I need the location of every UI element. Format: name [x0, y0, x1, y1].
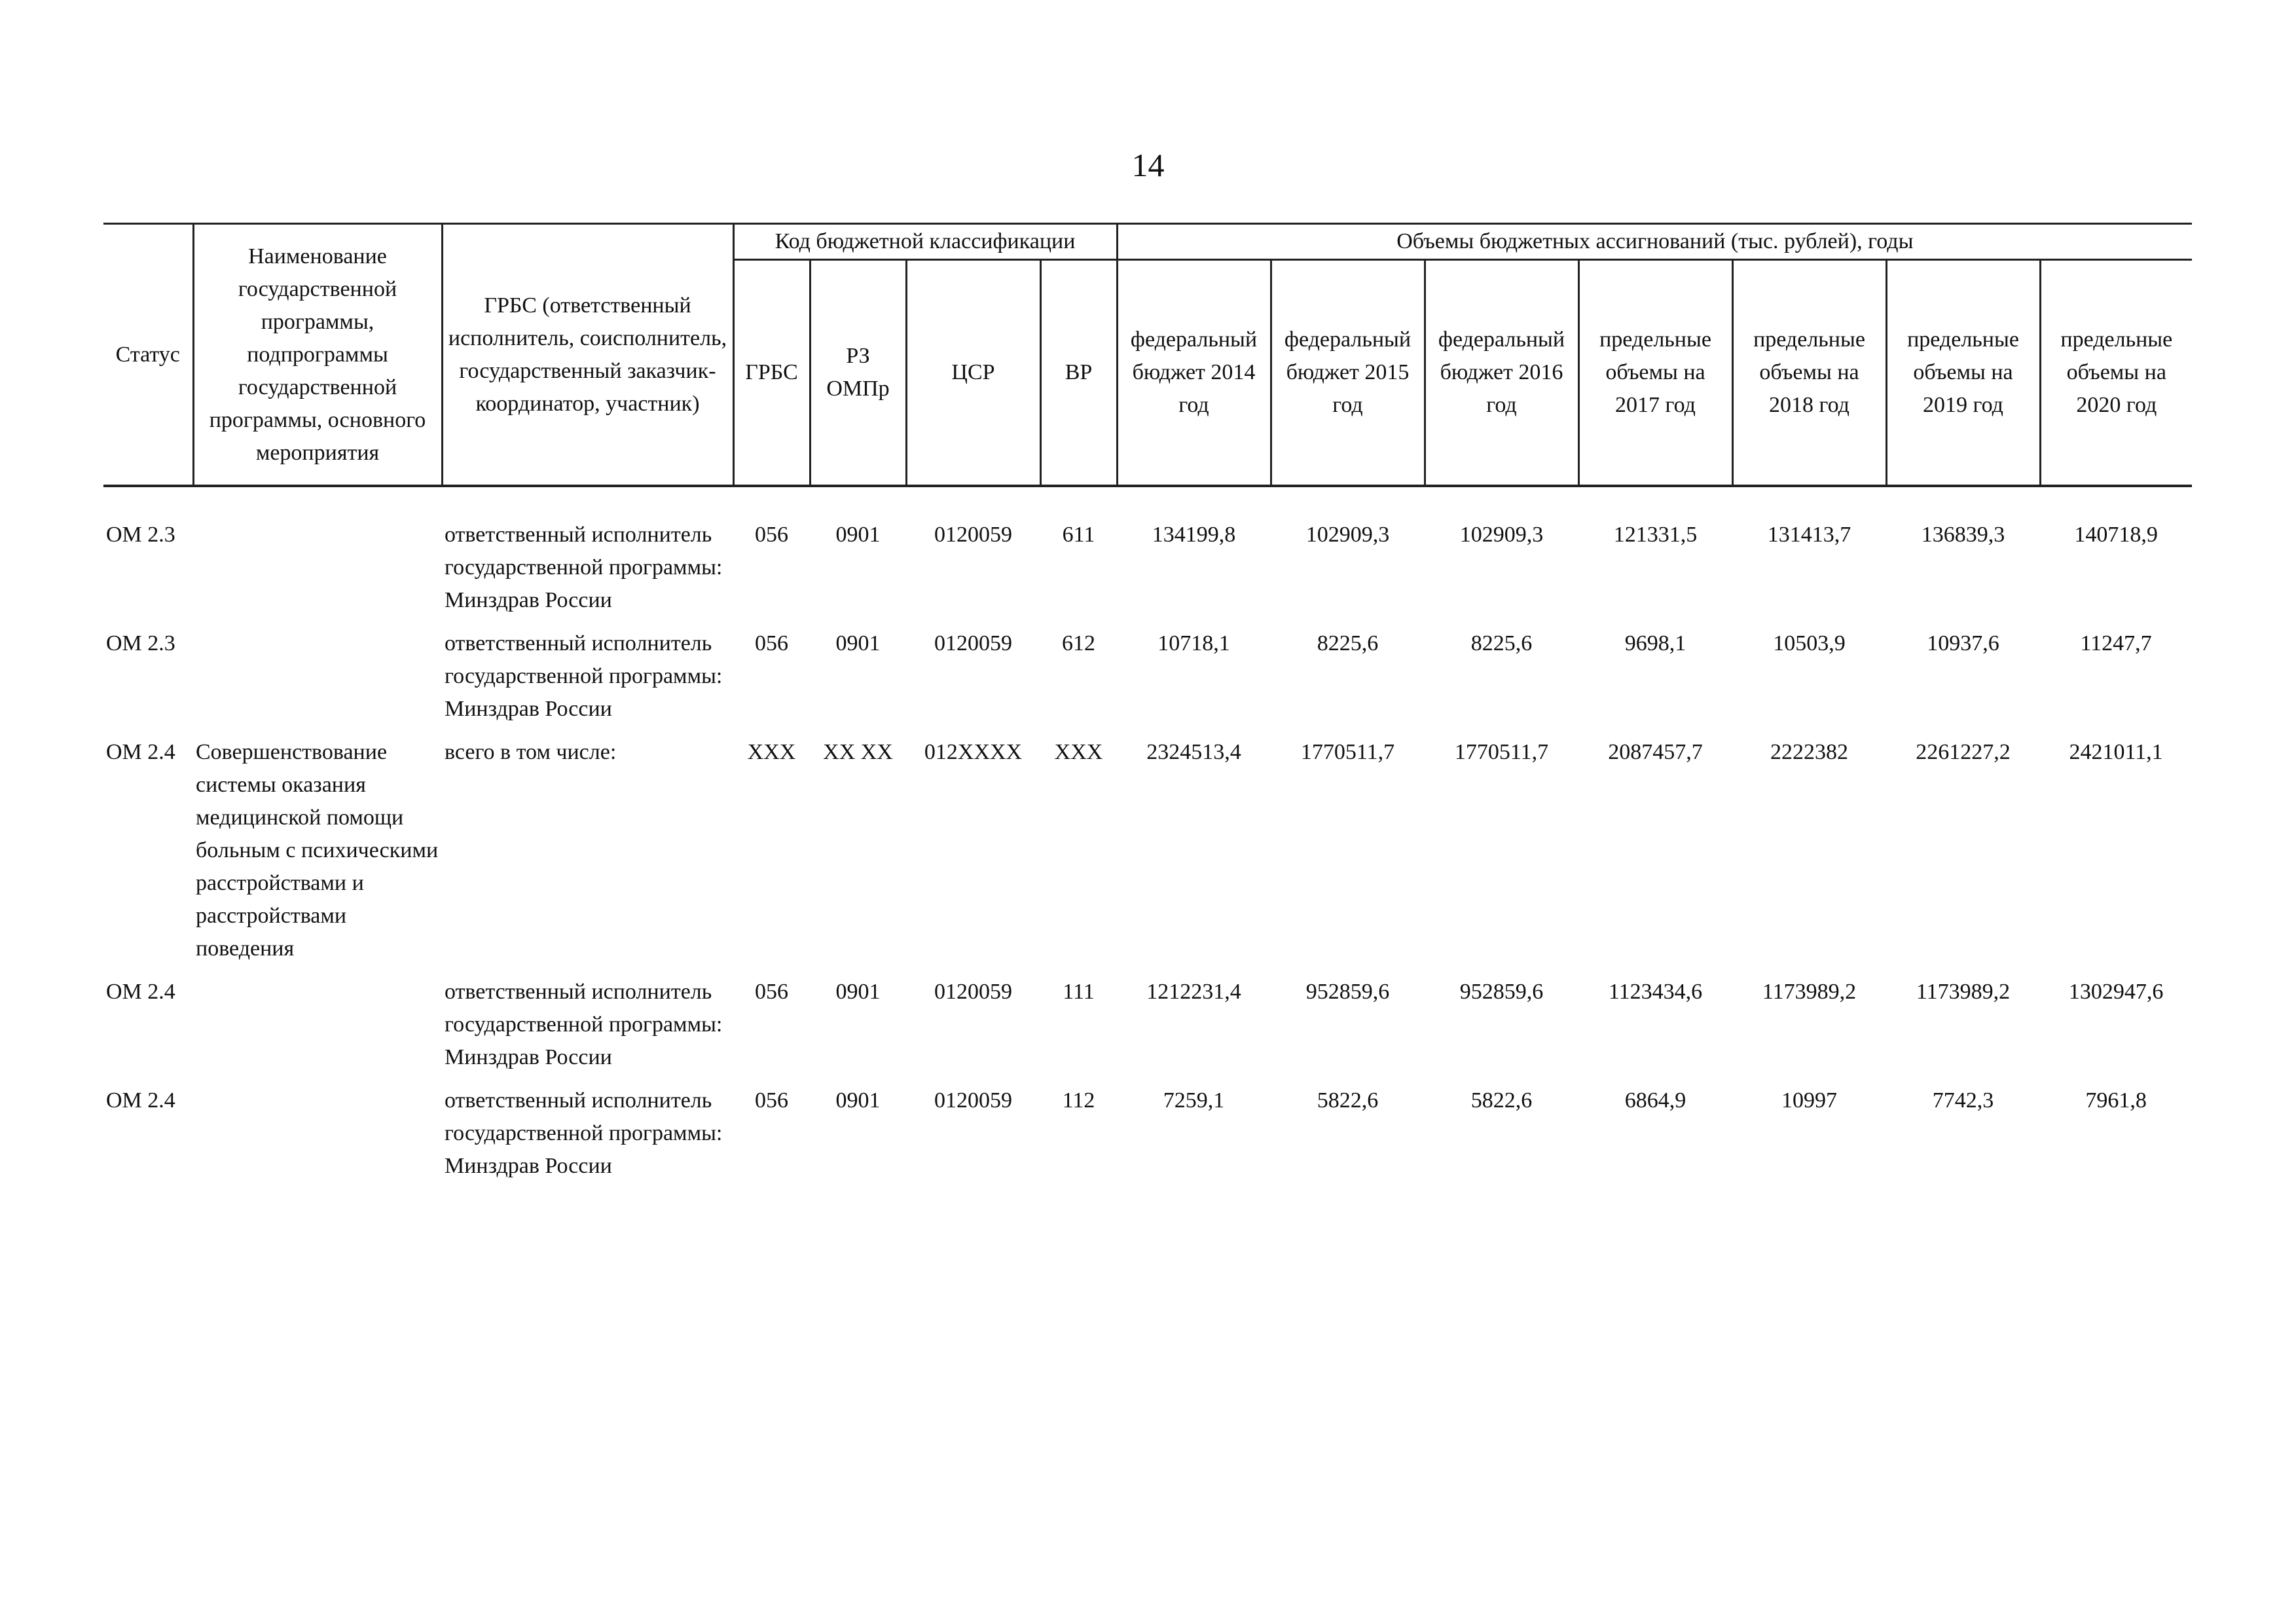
cell-value-2019: 2261227,2: [1916, 740, 2011, 764]
cell-value-2016: 5822,6: [1470, 1088, 1533, 1113]
cell-program-name: [193, 970, 442, 1079]
header-budget-volume-group: Объемы бюджетных ассигнований (тыс. рублей), годы: [1117, 224, 2192, 260]
header-year-2016: федеральный бюджет 2016 год: [1425, 260, 1578, 487]
cell-code-grbs: 056: [755, 980, 788, 1004]
cell-code-vr: 611: [1062, 523, 1095, 547]
cell-code-rz-ompr: 0901: [835, 980, 881, 1004]
cell-status: ОМ 2.3: [106, 631, 175, 655]
cell-value-2015: 1770511,7: [1300, 740, 1395, 764]
cell-value-2014: 10718,1: [1157, 631, 1230, 655]
cell-status: ОМ 2.4: [106, 740, 175, 764]
header-year-2020: предельные объемы на 2020 год: [2040, 260, 2192, 487]
cell-value-2017: 1123434,6: [1608, 980, 1703, 1004]
cell-code-csr: 012ХХХХ: [924, 740, 1023, 764]
cell-code-csr: 0120059: [934, 523, 1012, 547]
cell-value-2019: 7742,3: [1932, 1088, 1994, 1113]
cell-code-grbs: 056: [755, 1088, 788, 1113]
cell-value-2016: 952859,6: [1459, 980, 1544, 1004]
cell-value-2017: 6864,9: [1624, 1088, 1686, 1113]
header-grbs-responsible: ГРБС (ответственный исполнитель, соисполнитель, государственный заказчик-координатор, участник): [442, 224, 733, 487]
cell-value-2015: 102909,3: [1305, 523, 1390, 547]
cell-value-2017: 9698,1: [1624, 631, 1686, 655]
header-budget-code-group: Код бюджетной классификации: [733, 224, 1117, 260]
cell-program-name: [193, 1079, 442, 1188]
cell-code-rz-ompr: 0901: [835, 523, 881, 547]
cell-value-2020: 7961,8: [2085, 1088, 2147, 1113]
cell-code-grbs: 056: [755, 631, 788, 655]
cell-code-vr: 612: [1062, 631, 1095, 655]
cell-grbs-responsible: ответственный исполнитель государственной программы: Минздрав России: [445, 1088, 723, 1178]
table-row: [103, 1079, 2192, 1188]
cell-code-grbs: 056: [755, 523, 788, 547]
cell-status: ОМ 2.3: [106, 523, 175, 547]
cell-grbs-responsible: ответственный исполнитель государственной программы: Минздрав России: [445, 631, 723, 721]
cell-value-2014: 1212231,4: [1146, 980, 1241, 1004]
cell-value-2017: 2087457,7: [1608, 740, 1703, 764]
header-year-2017: предельные объемы на 2017 год: [1578, 260, 1732, 487]
cell-value-2016: 1770511,7: [1454, 740, 1549, 764]
cell-code-csr: 0120059: [934, 1088, 1012, 1113]
header-code-grbs: ГРБС: [733, 260, 810, 487]
cell-program-name: [193, 622, 442, 731]
table-row: [103, 970, 2192, 1079]
cell-value-2020: 1302947,6: [2068, 980, 2164, 1004]
header-status: Статус: [103, 224, 193, 487]
header-program-name: Наименование государственной программы, подпрограммы государственной программы, основного мероприятия: [193, 224, 442, 487]
header-year-2015: федеральный бюджет 2015 год: [1271, 260, 1425, 487]
page-number: 14: [1131, 147, 1165, 183]
header-code-vr: ВР: [1040, 260, 1117, 487]
cell-value-2018: 131413,7: [1767, 523, 1851, 547]
cell-value-2020: 2421011,1: [2069, 740, 2163, 764]
cell-value-2018: 2222382: [1770, 740, 1849, 764]
cell-status: ОМ 2.4: [106, 980, 175, 1004]
cell-grbs-responsible: ответственный исполнитель государственной программы: Минздрав России: [445, 980, 723, 1069]
cell-value-2015: 5822,6: [1317, 1088, 1379, 1113]
cell-value-2019: 10937,6: [1927, 631, 1999, 655]
cell-value-2018: 10997: [1781, 1088, 1838, 1113]
cell-value-2015: 8225,6: [1317, 631, 1379, 655]
cell-program-name: [193, 513, 442, 622]
cell-value-2016: 102909,3: [1459, 523, 1544, 547]
cell-value-2014: 134199,8: [1152, 523, 1236, 547]
cell-code-csr: 0120059: [934, 980, 1012, 1004]
cell-value-2020: 140718,9: [2074, 523, 2158, 547]
cell-grbs-responsible: ответственный исполнитель государственной программы: Минздрав России: [445, 523, 723, 612]
budget-allocation-table: [103, 223, 2192, 1188]
cell-code-vr: 111: [1063, 980, 1095, 1004]
cell-value-2019: 1173989,2: [1916, 980, 2011, 1004]
table-row: [103, 731, 2192, 970]
cell-value-2014: 7259,1: [1163, 1088, 1225, 1113]
cell-code-csr: 0120059: [934, 631, 1012, 655]
header-code-csr: ЦСР: [906, 260, 1040, 487]
cell-value-2020: 11247,7: [2080, 631, 2152, 655]
cell-code-vr: 112: [1062, 1088, 1095, 1113]
cell-value-2019: 136839,3: [1921, 523, 2005, 547]
header-year-2019: предельные объемы на 2019 год: [1886, 260, 2040, 487]
cell-code-grbs: ХХХ: [747, 740, 796, 764]
cell-program-name: Совершенствование системы оказания медицинской помощи больным с психическими расстройствами и расстройствами поведения: [196, 740, 439, 961]
header-year-2018: предельные объемы на 2018 год: [1732, 260, 1886, 487]
cell-value-2015: 952859,6: [1305, 980, 1390, 1004]
cell-code-rz-ompr: 0901: [835, 1088, 881, 1113]
cell-value-2014: 2324513,4: [1146, 740, 1241, 764]
cell-code-rz-ompr: 0901: [835, 631, 881, 655]
cell-code-rz-ompr: ХХ ХХ: [823, 740, 893, 764]
cell-status: ОМ 2.4: [106, 1088, 175, 1113]
cell-value-2018: 1173989,2: [1762, 980, 1857, 1004]
cell-code-vr: ХХХ: [1054, 740, 1103, 764]
cell-value-2017: 121331,5: [1613, 523, 1698, 547]
header-code-rz-ompr: РЗ ОМПр: [810, 260, 906, 487]
cell-value-2016: 8225,6: [1470, 631, 1533, 655]
table-row: [103, 622, 2192, 731]
cell-grbs-responsible: всего в том числе:: [445, 740, 617, 764]
cell-value-2018: 10503,9: [1773, 631, 1846, 655]
header-year-2014: федеральный бюджет 2014 год: [1117, 260, 1271, 487]
table-row: [103, 513, 2192, 622]
